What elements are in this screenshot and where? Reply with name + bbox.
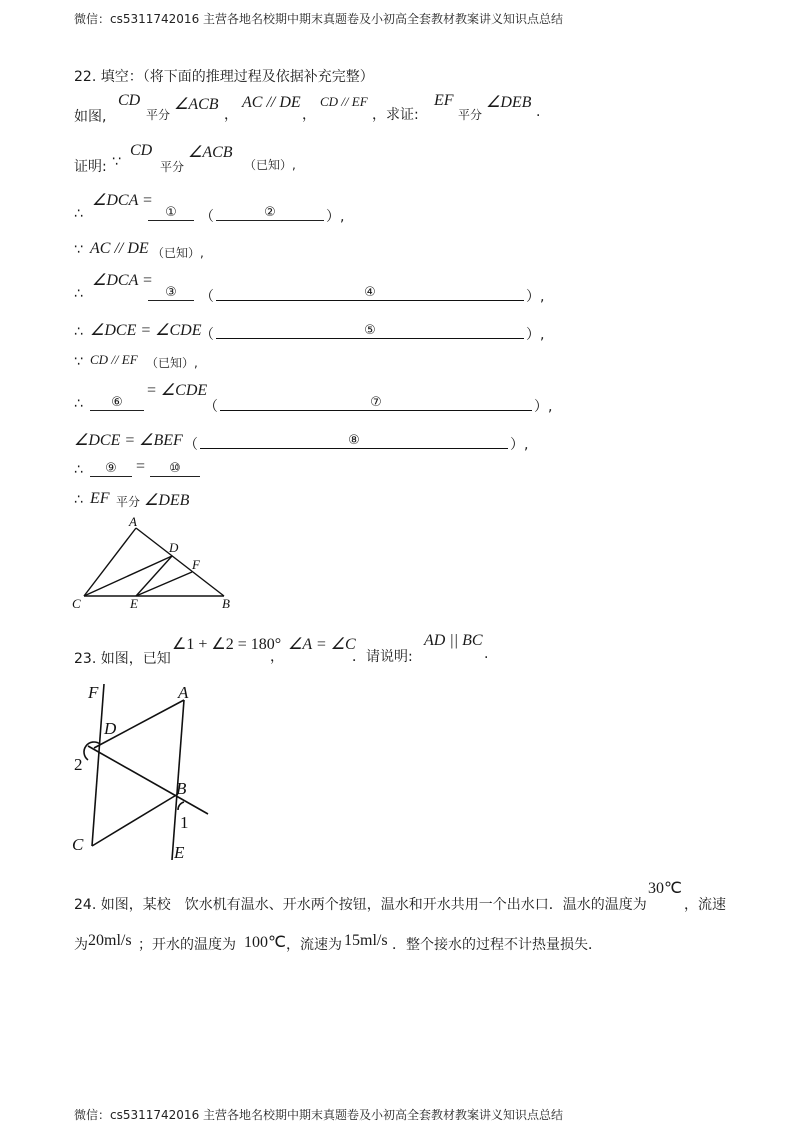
proof-cd: CD bbox=[130, 142, 153, 159]
given-prefix: 如图, bbox=[74, 109, 107, 125]
segment-ca bbox=[84, 528, 136, 596]
given-qiuzheng: ，求证: bbox=[372, 107, 419, 123]
line-fc bbox=[92, 684, 104, 846]
comma: ， bbox=[302, 107, 316, 123]
period: . bbox=[536, 104, 541, 120]
label-b: B bbox=[176, 779, 187, 798]
label-e: E bbox=[174, 843, 185, 862]
q24-prefix: 24. 如图，某校 饮水机有温水、开水两个按钮，温水和开水共用一个出水口．温水的温度为 bbox=[74, 897, 647, 913]
line-db-extended bbox=[88, 746, 208, 814]
known-note: （已知）, bbox=[146, 356, 198, 370]
open-paren: （ bbox=[200, 327, 214, 343]
therefore-symbol: ∴ bbox=[74, 492, 83, 508]
label-b: B bbox=[222, 596, 230, 611]
label-f: F bbox=[192, 557, 200, 572]
given-ac-par-de: AC // DE bbox=[242, 94, 301, 111]
proof-angle-acb: ∠ACB bbox=[188, 144, 233, 161]
q23-angle-sum: ∠1 + ∠2 = 180° bbox=[172, 636, 282, 653]
label-2: 2 bbox=[74, 755, 83, 774]
segment-ed bbox=[136, 556, 172, 596]
conclusion-ef: EF bbox=[90, 490, 110, 507]
therefore-symbol: ∴ bbox=[74, 286, 83, 302]
label-a: A bbox=[178, 683, 189, 702]
comma: ， bbox=[224, 107, 238, 123]
because-symbol: ∵ bbox=[112, 154, 121, 170]
therefore-symbol: ∴ bbox=[74, 206, 83, 222]
q22-triangle-figure bbox=[66, 514, 246, 614]
segment-ab bbox=[136, 528, 224, 596]
close-paren-comma: ）, bbox=[526, 327, 545, 343]
q24-flow-warm: 20ml/s bbox=[88, 932, 132, 949]
equals-sign: = bbox=[136, 458, 146, 475]
therefore-symbol: ∴ bbox=[74, 462, 83, 478]
given-cd-par-ef: CD // EF bbox=[320, 94, 368, 109]
line4-lhs: ∠DCA = bbox=[92, 272, 153, 289]
segment-ef bbox=[136, 572, 192, 596]
label-a: A bbox=[129, 514, 137, 529]
proof-pingfen: 平分 bbox=[160, 160, 185, 174]
segment-cb bbox=[92, 794, 178, 846]
q24-temp-hot: 100℃ bbox=[244, 934, 286, 951]
q24-line-1 bbox=[74, 878, 754, 918]
open-paren: （ bbox=[200, 209, 214, 225]
angle-1-arc bbox=[178, 802, 184, 810]
label-f: F bbox=[88, 683, 99, 702]
q24-suffix1: ，流速 bbox=[684, 897, 726, 913]
page-header: 微信：cs5311742016 主营各地名校期中期末真题卷及小初高全套教材教案讲义知识点总结 bbox=[74, 12, 564, 26]
q24-line2-mid2: ，流速为 bbox=[286, 937, 342, 953]
blank-10[interactable]: ⑩ bbox=[150, 462, 200, 477]
line6-cd-ef: CD // EF bbox=[90, 352, 138, 367]
close-paren-comma: ）, bbox=[510, 437, 529, 453]
line7-rhs: = ∠CDE bbox=[146, 382, 208, 399]
page-footer: 微信：cs5311742016 主营各地名校期中期末真题卷及小初高全套教材教案讲义知识点总结 bbox=[74, 1108, 564, 1122]
therefore-symbol: ∴ bbox=[74, 324, 83, 340]
segment-cd bbox=[84, 556, 172, 596]
line2-lhs: ∠DCA = bbox=[92, 192, 153, 209]
blank-5[interactable]: ⑤ bbox=[216, 324, 524, 339]
q23-figure bbox=[66, 676, 226, 866]
blank-9[interactable]: ⑨ bbox=[90, 462, 132, 477]
q23-ad-bc: AD || BC bbox=[424, 632, 483, 649]
blank-2[interactable]: ② bbox=[216, 206, 324, 221]
known-note: （已知）, bbox=[152, 246, 204, 260]
label-e: E bbox=[130, 596, 138, 611]
q24-line2-mid: ；开水的温度为 bbox=[138, 937, 236, 953]
q23-angle-eq: ∠A = ∠C bbox=[288, 636, 356, 653]
because-symbol: ∵ bbox=[74, 242, 83, 258]
open-paren: （ bbox=[204, 399, 218, 415]
label-1: 1 bbox=[180, 813, 189, 832]
comma: ， bbox=[270, 649, 284, 665]
proof-known: （已知）, bbox=[244, 158, 296, 172]
q24-flow-hot: 15ml/s bbox=[344, 932, 388, 949]
given-cd: CD bbox=[118, 92, 141, 109]
label-d: D bbox=[169, 540, 179, 555]
line5-eq: ∠DCE = ∠CDE bbox=[90, 322, 202, 339]
q23-prefix: 23. 如图，已知 bbox=[74, 651, 171, 667]
given-pingfen-2: 平分 bbox=[458, 108, 483, 122]
given-ef: EF bbox=[434, 92, 454, 109]
blank-6[interactable]: ⑥ bbox=[90, 396, 144, 411]
because-symbol: ∵ bbox=[74, 354, 83, 370]
period: . bbox=[484, 646, 489, 662]
open-paren: （ bbox=[200, 289, 214, 305]
blank-3[interactable]: ③ bbox=[148, 286, 194, 301]
label-c: C bbox=[72, 596, 81, 611]
blank-1[interactable]: ① bbox=[148, 206, 194, 221]
conclusion-pingfen: 平分 bbox=[116, 495, 141, 509]
q24-line2-prefix: 为 bbox=[74, 937, 88, 953]
label-d: D bbox=[104, 719, 117, 738]
given-pingfen: 平分 bbox=[146, 108, 171, 122]
therefore-symbol: ∴ bbox=[74, 396, 83, 412]
proof-label: 证明: bbox=[74, 159, 107, 175]
blank-8[interactable]: ⑧ bbox=[200, 434, 508, 449]
blank-7[interactable]: ⑦ bbox=[220, 396, 532, 411]
line8-eq: ∠DCE = ∠BEF bbox=[74, 432, 183, 449]
q24-temp-warm: 30℃ bbox=[648, 880, 682, 897]
q24-line2-suffix: ．整个接水的过程不计热量损失． bbox=[392, 937, 602, 953]
conclusion-angle: ∠DEB bbox=[144, 492, 190, 509]
blank-4[interactable]: ④ bbox=[216, 286, 524, 301]
given-angle-acb: ∠ACB bbox=[174, 96, 219, 113]
q23-ask: ．请说明: bbox=[352, 649, 413, 665]
close-paren-comma: ）, bbox=[526, 289, 545, 305]
label-c: C bbox=[72, 835, 84, 854]
q22-title: 22. 填空：（将下面的推理过程及依据补充完整） bbox=[74, 69, 374, 85]
line3-ac-de: AC // DE bbox=[90, 240, 149, 257]
given-angle-deb: ∠DEB bbox=[486, 94, 532, 111]
close-paren-comma: ）, bbox=[534, 399, 553, 415]
open-paren: （ bbox=[184, 437, 198, 453]
close-paren-comma: ）, bbox=[326, 209, 345, 225]
